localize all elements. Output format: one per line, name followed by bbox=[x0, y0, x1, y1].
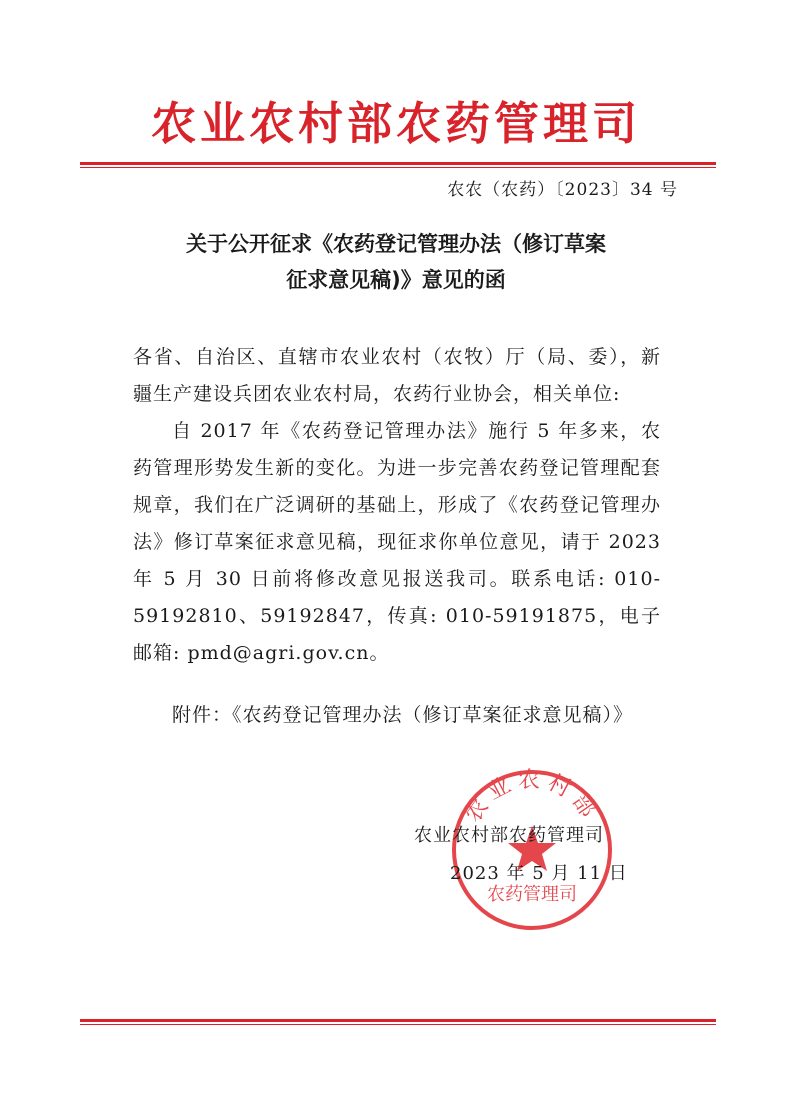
signer-name: 农业农村部农药管理司 bbox=[414, 825, 604, 846]
seal-arc-text: 农业农村部 bbox=[460, 768, 604, 827]
footer-divider-thin bbox=[80, 1024, 716, 1025]
header-divider bbox=[80, 162, 716, 168]
footer-divider-thick bbox=[80, 1019, 716, 1022]
attachment-line: 附件：《农药登记管理办法（修订草案征求意见稿）》 bbox=[172, 704, 634, 726]
title-line-2: 征求意见稿)》意见的函 bbox=[286, 268, 506, 292]
document-number: 农农（农药）〔2023〕34 号 bbox=[447, 180, 678, 200]
seal-bottom-text: 农药管理司 bbox=[487, 884, 577, 905]
footer-divider bbox=[80, 1019, 716, 1025]
header-divider-thin bbox=[80, 167, 716, 168]
salutation-paragraph: 各省、自治区、直辖市农业农村（农牧）厅（局、委），新疆生产建设兵团农业农村局，农药行业协会，相关单位: bbox=[133, 346, 661, 405]
org-masthead: 农业农村部农药管理司 bbox=[150, 97, 641, 150]
sign-date: 2023 年 5 月 11 日 bbox=[450, 863, 628, 884]
header-divider-thick bbox=[80, 162, 716, 165]
title-line-1: 关于公开征求《农药登记管理办法（修订草案 bbox=[186, 232, 606, 256]
main-paragraph: 自 2017 年《农药登记管理办法》施行 5 年多来，农药管理形势发生新的变化。为进一步完善农药登记管理配套规章，我们在广泛调研的基础上，形成了《农药登记管理办法》修订草案征求意见稿，现征求你单位意见，请于 2023 年 5 月 30 日前将修改意见报送我司。联系电话: 010-59192810、59192847，传真: 010-59191875，电子邮箱: pmd@agri.gov.cn。 bbox=[133, 420, 661, 664]
